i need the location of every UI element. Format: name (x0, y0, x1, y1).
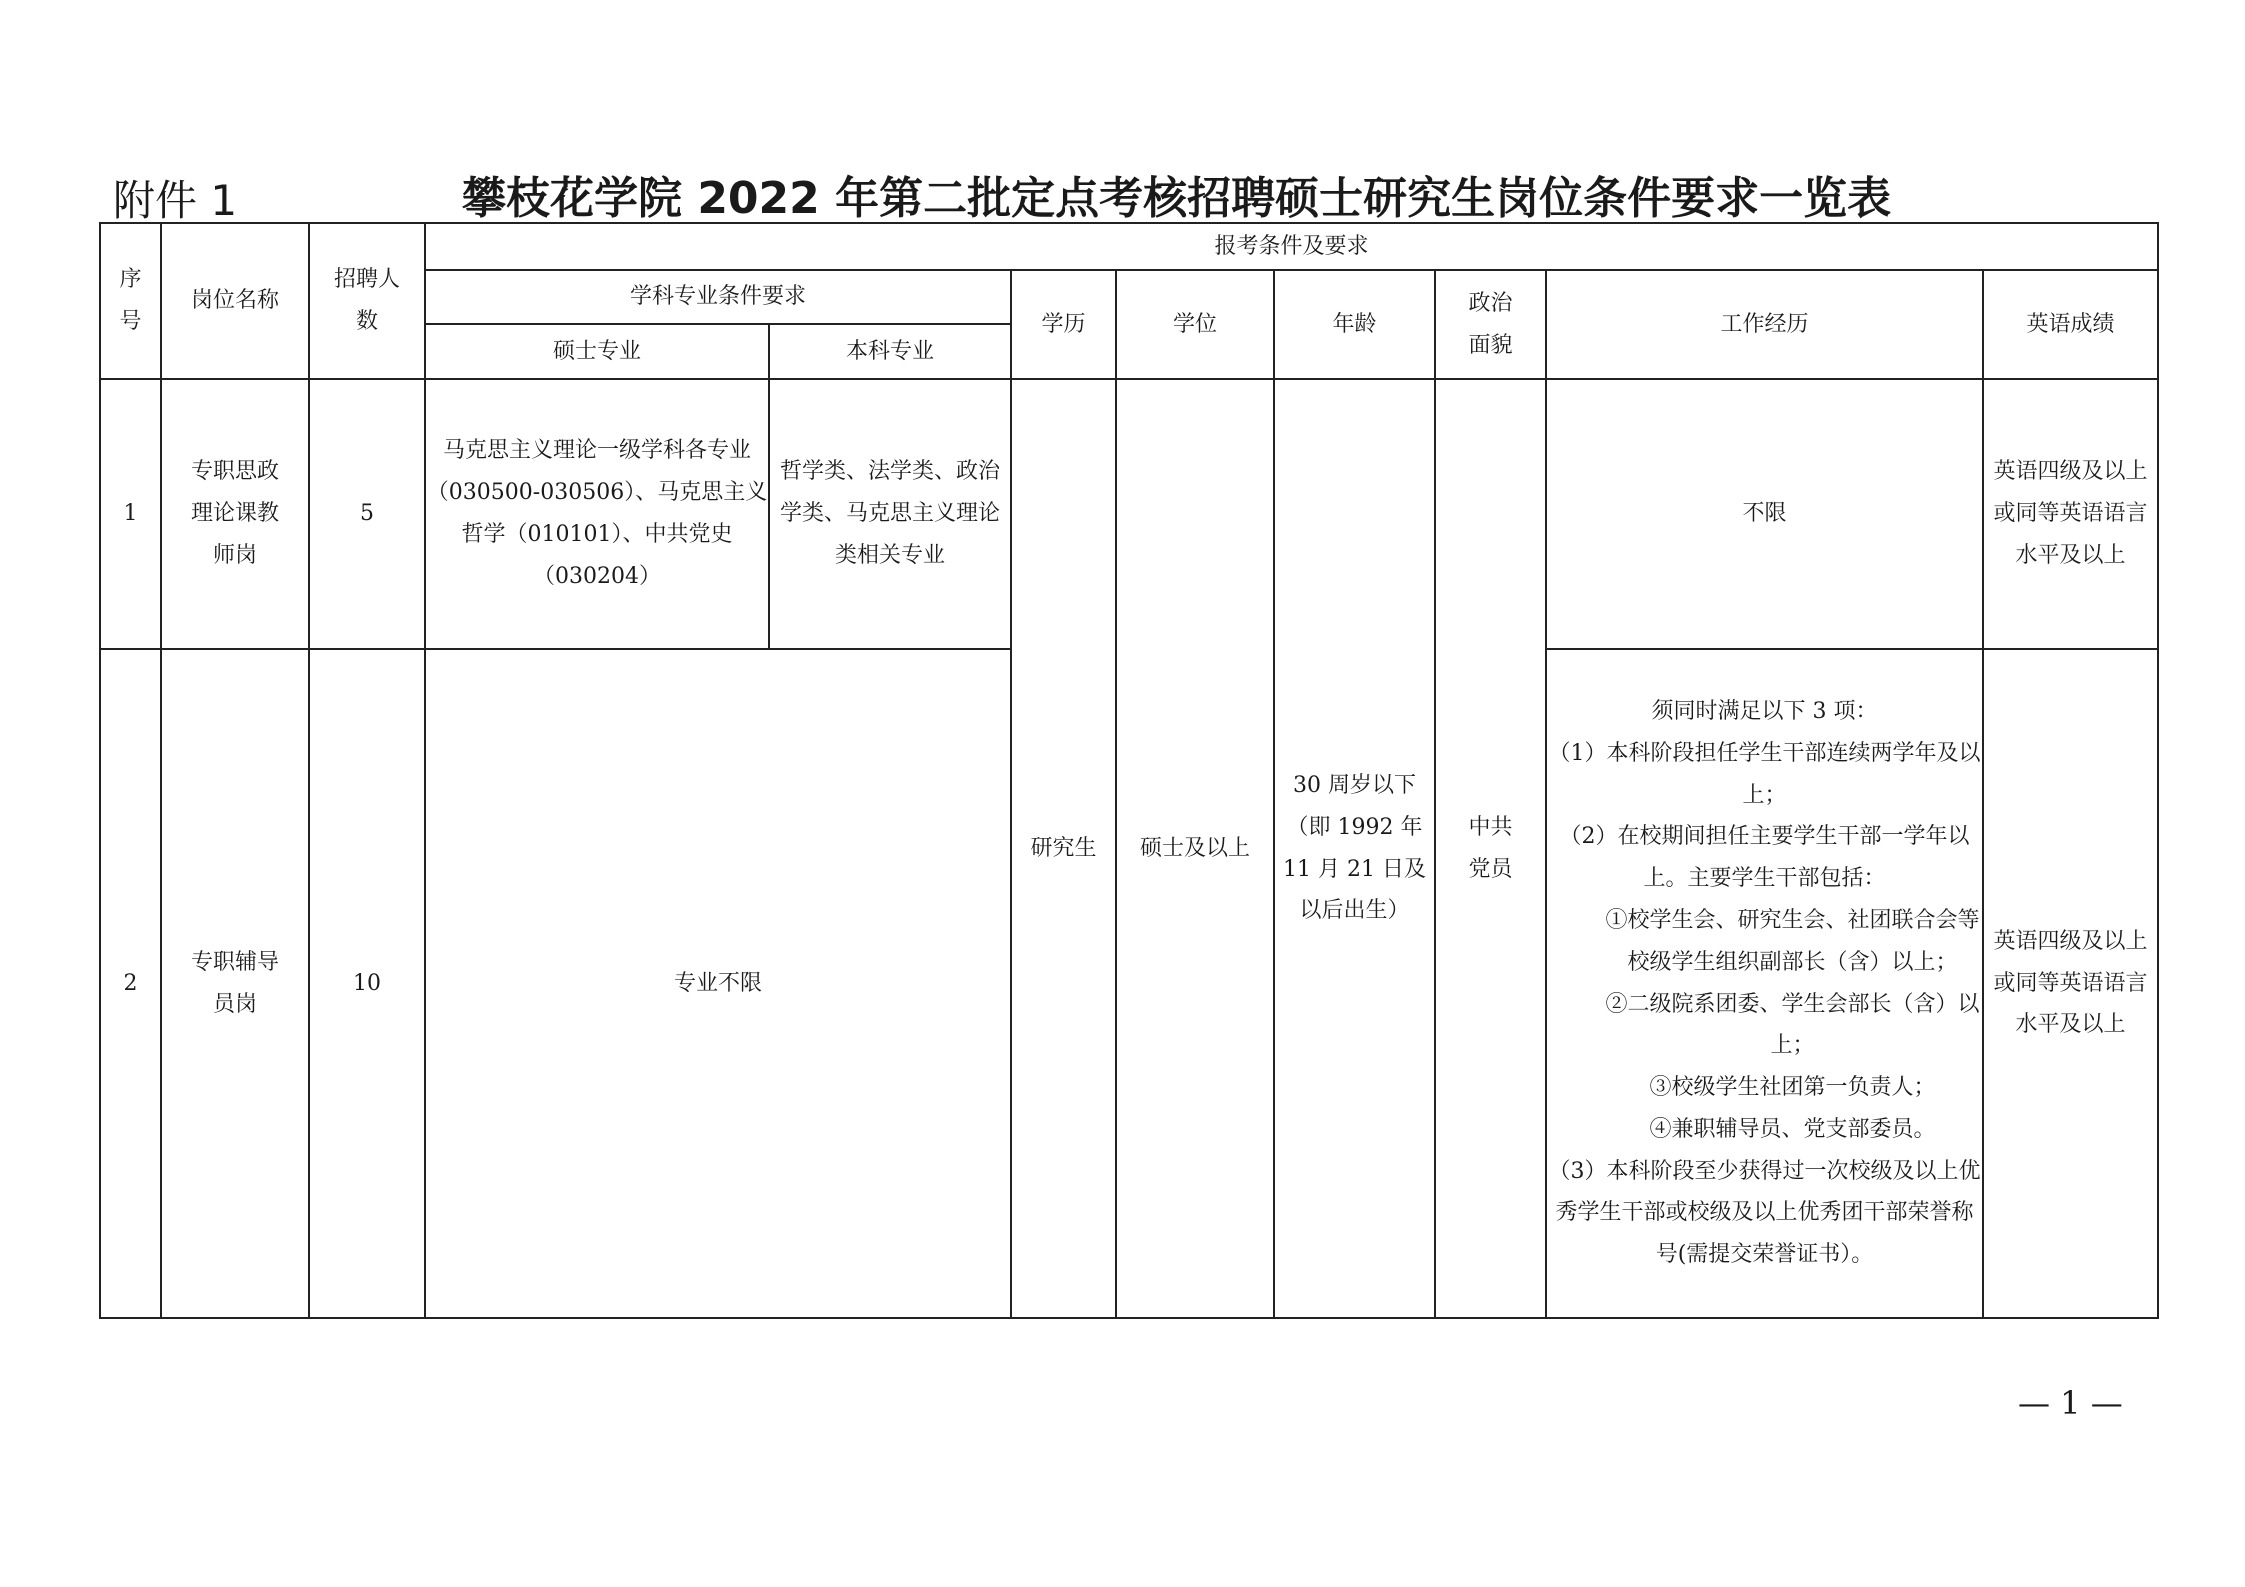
requirements-table (99, 222, 2159, 1319)
row2-count: 10 (309, 649, 425, 1318)
row1-bachelor-major: 哲学类、法学类、政治学类、马克思主义理论类相关专业 (769, 379, 1011, 649)
header-master: 硕士专业 (425, 324, 769, 379)
table-row (100, 379, 2158, 649)
header-bachelor: 本科专业 (769, 324, 1011, 379)
header-political: 政治 面貌 (1435, 270, 1546, 379)
header-count: 招聘人 数 (309, 223, 425, 379)
header-english: 英语成绩 (1983, 270, 2158, 379)
row1-count: 5 (309, 379, 425, 649)
header-seq: 序 号 (100, 223, 161, 379)
work-line: 须同时满足以下 3 项： (1651, 698, 1878, 724)
shared-degree: 硕士及以上 (1116, 379, 1274, 1318)
work-line: ④兼职辅导员、党支部委员。 (1649, 1116, 1936, 1142)
row1-english: 英语四级及以上或同等英语语言水平及以上 (1983, 379, 2158, 649)
row2-position: 专职辅导 员岗 (161, 649, 309, 1318)
work-line: （1）本科阶段担任学生干部连续两学年及以上； (1548, 740, 1981, 808)
shared-education: 研究生 (1011, 379, 1116, 1318)
header-education: 学历 (1011, 270, 1116, 379)
work-line: （2）在校期间担任主要学生干部一学年以上。主要学生干部包括： (1559, 824, 1970, 892)
header-age: 年龄 (1274, 270, 1435, 379)
work-line: ③校级学生社团第一负责人； (1649, 1075, 1936, 1101)
header-work: 工作经历 (1546, 270, 1983, 379)
row2-english: 英语四级及以上或同等英语语言水平及以上 (1983, 649, 2158, 1318)
row1-master-major: 马克思主义理论一级学科各专业（030500-030506）、马克思主义哲学（010101）、中共党史（030204） (425, 379, 769, 649)
row1-seq: 1 (100, 379, 161, 649)
work-line: （3）本科阶段至少获得过一次校级及以上优秀学生干部或校级及以上优秀团干部荣誉称号(需提交荣誉证书）。 (1548, 1158, 1981, 1268)
shared-political: 中共 党员 (1435, 379, 1546, 1318)
row2-major: 专业不限 (425, 649, 1011, 1318)
row1-position: 专职思政 理论课教 师岗 (161, 379, 309, 649)
page-title: 攀枝花学院 2022 年第二批定点考核招聘硕士研究生岗位条件要求一览表 (462, 173, 1892, 224)
work-line: ①校学生会、研究生会、社团联合会等校级学生组织副部长（含）以上； (1605, 907, 1980, 975)
row1-work: 不限 (1546, 379, 1983, 649)
page-number: — 1 — (2018, 1384, 2123, 1422)
header-requirements: 报考条件及要求 (425, 223, 2158, 270)
shared-age: 30 周岁以下 （即 1992 年 11 月 21 日及 以后出生） (1274, 379, 1435, 1318)
row2-work (1546, 649, 1983, 1318)
attachment-label: 附件 1 (113, 176, 238, 225)
header-position: 岗位名称 (161, 223, 309, 379)
header-degree: 学位 (1116, 270, 1274, 379)
work-line: ②二级院系团委、学生会部长（含）以上； (1605, 991, 1980, 1059)
row2-seq: 2 (100, 649, 161, 1318)
header-discipline: 学科专业条件要求 (425, 270, 1011, 324)
